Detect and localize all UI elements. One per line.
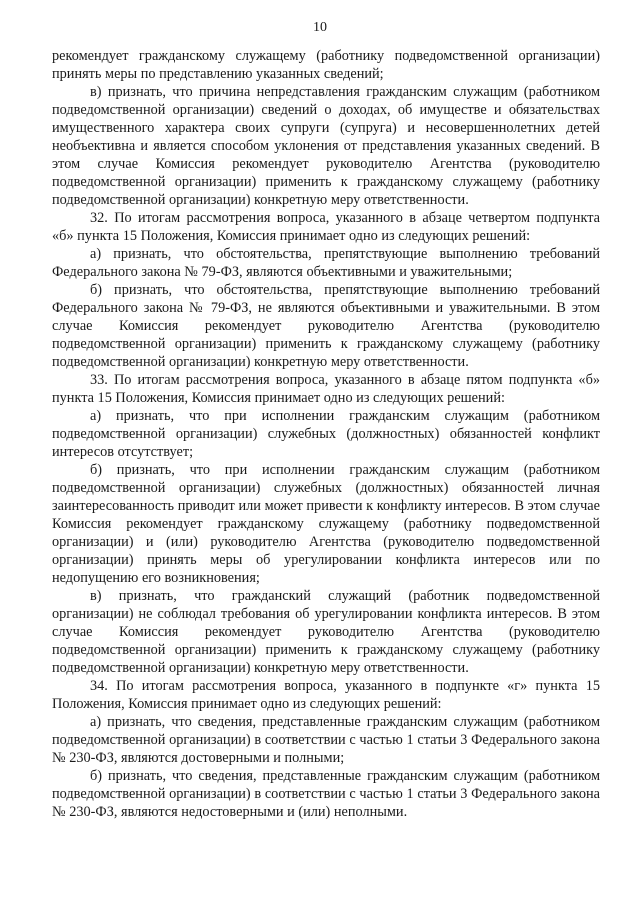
paragraph-32: 32. По итогам рассмотрения вопроса, указанного в абзаце четвертом подпункта «б» пункта 15 Положения, Комиссия принимает одно из следующих решений: [52, 210, 600, 244]
paragraph-31-v: в) признать, что причина непредставления гражданским служащим (работником подведомственной организации) сведений о доходах, об имуществе и обязательствах имущественного характера своих супруги (супруга) и несовершеннолетних детей необъективна и является способом уклонения от представления указанных сведений. В этом случае Комиссия рекомендует руководителю Агентства (руководителю подведомственной организации) применить к гражданскому служащему (работнику подведомственной организации) конкретную меру ответственности. [52, 84, 600, 208]
paragraph-34-b: б) признать, что сведения, представленные гражданским служащим (работником подведомственной организации) в соответствии с частью 1 статьи 3 Федерального закона № 230-ФЗ, являются недостоверными и (или) неполными. [52, 768, 600, 820]
paragraph-continuation: рекомендует гражданскому служащему (работнику подведомственной организации) принять меры по представлению указанных сведений; [52, 48, 600, 82]
paragraph-33: 33. По итогам рассмотрения вопроса, указанного в абзаце пятом подпункта «б» пункта 15 Положения, Комиссия принимает одно из следующих решений: [52, 372, 600, 406]
paragraph-32-b: б) признать, что обстоятельства, препятствующие выполнению требований Федерального закона № 79-ФЗ, не являются объективными и уважительными. В этом случае Комиссия рекомендует руководителю Агентства (руководителю подведомственной организации) применить к гражданскому служащему (работнику подведомственной организации) конкретную меру ответственности. [52, 282, 600, 370]
paragraph-34-a: а) признать, что сведения, представленные гражданским служащим (работником подведомственной организации) в соответствии с частью 1 статьи 3 Федерального закона № 230-ФЗ, являются достоверными и полными; [52, 714, 600, 766]
paragraph-34: 34. По итогам рассмотрения вопроса, указанного в подпункте «г» пункта 15 Положения, Комиссия принимает одно из следующих решений: [52, 678, 600, 712]
document-body [52, 47, 600, 821]
page-number: 10 [313, 20, 327, 35]
paragraph-33-b: б) признать, что при исполнении гражданским служащим (работником подведомственной организации) служебных (должностных) обязанностей личная заинтересованность приводит или может привести к конфликту интересов. В этом случае Комиссия рекомендует гражданскому служащему (работнику подведомственной организации) и (или) руководителю Агентства (руководителю подведомственной организации) принять меры об урегулировании конфликта интересов или по недопущению его возникновения; [52, 462, 600, 586]
paragraph-33-a: а) признать, что при исполнении гражданским служащим (работником подведомственной организации) служебных (должностных) обязанностей конфликт интересов отсутствует; [52, 408, 600, 460]
paragraph-33-v: в) признать, что гражданский служащий (работник подведомственной организации) не соблюдал требования об урегулировании конфликта интересов. В этом случае Комиссия рекомендует руководителю Агентства (руководителю подведомственной организации) применить к гражданскому служащему (работнику подведомственной организации) конкретную меру ответственности. [52, 588, 600, 676]
paragraph-32-a: а) признать, что обстоятельства, препятствующие выполнению требований Федерального закона № 79-ФЗ, являются объективными и уважительными; [52, 246, 600, 280]
